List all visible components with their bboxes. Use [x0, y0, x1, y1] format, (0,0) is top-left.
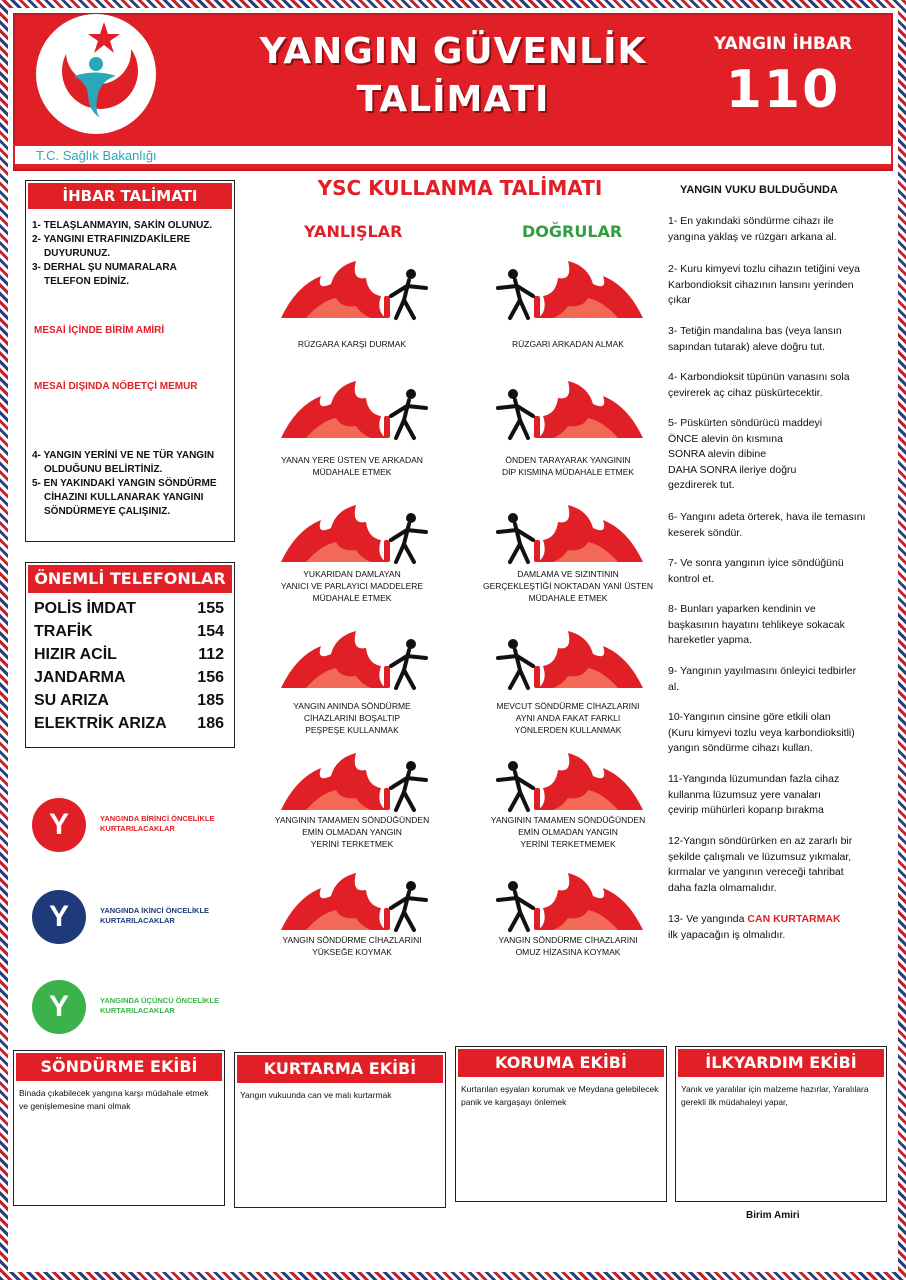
vuku-item: 12-Yangın söndürürken en az zararlı bir şekilde çalışmalı ve lüzumsuz yıkmalar, kırmalar ve yangının vereceği tahribat daha fazla olmamalıdır. [668, 835, 853, 894]
phone-number: 185 [197, 692, 224, 709]
wrong-illustration-icon [276, 500, 436, 570]
priority-item [32, 980, 252, 1036]
priority-circle: Y [32, 890, 86, 944]
phone-name: JANDARMA [34, 669, 126, 686]
wrong-illustration-icon [276, 868, 436, 938]
right-caption [468, 814, 668, 850]
vuku-item: 3- Tetiğin mandalına bas (veya lansın sapından tutarak) aleve doğru tut. [668, 325, 842, 353]
caption-line: CİHAZLARINI BOŞALTIP [303, 713, 401, 723]
caption-line: ÖNDEN TARAYARAK YANGININ [505, 455, 631, 465]
right-heading: DOĞRULAR [522, 222, 623, 241]
priority-item [32, 890, 252, 946]
phone-list [26, 597, 234, 735]
phone-row [26, 689, 234, 712]
caption-line: YANGININ TAMAMEN SÖNDÜĞÜNDEN [274, 815, 430, 825]
wrong-caption [252, 568, 452, 604]
priority-label [100, 906, 209, 926]
team-description: Yangın vukuunda can ve malı kurtarmak [240, 1090, 392, 1100]
ihbar-step: DUYURUNUZ. [44, 248, 111, 259]
wrong-illustration-icon [276, 626, 436, 696]
team-description: Binada çıkabilecek yangına karşı müdahale etmek ve genişlemesine mani olmak [19, 1088, 209, 1111]
vuku-item-13-highlight: CAN KURTARMAK [747, 913, 841, 925]
team-description: Kurtarılan eşyaları korumak ve Meydana gelebilecek panik ve kargaşayı önlemek [461, 1084, 659, 1107]
phones-heading: ÖNEMLİ TELEFONLAR [28, 565, 232, 593]
caption-line: YUKARIDAN DAMLAYAN [303, 569, 401, 579]
priority-label [100, 996, 219, 1016]
caption-line: EMİN OLMADAN YANGIN [518, 827, 618, 837]
right-illustration-icon [488, 376, 648, 446]
mesai-disi-note: MESAİ DIŞINDA NÖBETÇİ MEMUR [34, 381, 198, 392]
caption-line: YÖNLERDEN KULLANMAK [514, 725, 622, 735]
ihbar-heading: İHBAR TALİMATI [28, 183, 232, 209]
vuku-item: 2- Kuru kimyevi tozlu cihazın tetiğini veya Karbondioksit cihazının lansını yerinden çıkar [668, 263, 860, 306]
priority-line: YANGINDA BİRİNCİ ÖNCELİKLE [100, 814, 215, 823]
caption-line: RÜZGARA KARŞI DURMAK [297, 339, 407, 349]
priority-line: YANGINDA İKİNCİ ÖNCELİKLE [100, 906, 210, 915]
priority-item [32, 798, 252, 854]
team-box [455, 1046, 667, 1202]
right-caption [468, 568, 668, 604]
vuku-item: 6- Yangını adeta örterek, hava ile temasını keserek söndür. [668, 511, 866, 539]
signature-label: Birim Amiri [746, 1210, 800, 1221]
phone-name: SU ARIZA [34, 692, 109, 709]
priority-line: KURTARILACAKLAR [100, 824, 175, 833]
phone-row [26, 620, 234, 643]
vuku-item: 4- Karbondioksit tüpünün vanasını sola çevirerek aç cihaz püskürtecektir. [668, 371, 850, 399]
ihbar-step: OLDUĞUNU BELİRTİNİZ. [44, 464, 163, 475]
phone-name: ELEKTRİK ARIZA [34, 715, 167, 732]
team-heading: KORUMA EKİBİ [458, 1049, 664, 1077]
vuku-item: 9- Yangının yayılmasını önleyici tedbirler al. [668, 665, 857, 693]
caption-line: YERİNİ TERKETMEMEK [520, 839, 616, 849]
caption-line: MÜDAHALE ETMEK [312, 467, 392, 477]
right-illustration-icon [488, 868, 648, 938]
phone-number: 186 [197, 715, 224, 732]
team-description: Yanık ve yaralılar için malzeme hazırlar, Yaralılara gerekli ilk müdahaleyi yapar, [681, 1084, 869, 1107]
caption-line: AYNI ANDA FAKAT FARKLI [515, 713, 621, 723]
caption-line: YERİNİ TERKETMEK [310, 839, 394, 849]
vuku-item: 1- En yakındaki söndürme cihazı ile yangına yaklaş ve rüzgarı arkana al. [668, 215, 837, 243]
wrong-illustration-icon [276, 748, 436, 818]
wrong-caption [252, 934, 452, 958]
caption-line: EMİN OLMADAN YANGIN [302, 827, 402, 837]
right-caption [468, 338, 668, 350]
ihbar-step: 3- DERHAL ŞU NUMARALARA [32, 262, 177, 273]
vuku-item: 5- Püskürten söndürücü maddeyi ÖNCE alevin ön kısmına SONRA alevin dibine DAHA SONRA ileriye doğru gezdirerek tut. [668, 417, 823, 491]
ihbar-step: TELEFON EDİNİZ. [44, 276, 129, 287]
ihbar-number: 110 [725, 60, 841, 120]
ihbar-step: 4- YANGIN YERİNİ VE NE TÜR YANGIN [32, 450, 215, 461]
caption-line: DAMLAMA VE SIZINTININ [517, 569, 619, 579]
priority-line: KURTARILACAKLAR [100, 1006, 175, 1015]
caption-line: DİP KISMINA MÜDAHALE ETMEK [501, 467, 635, 477]
phone-name: HIZIR ACİL [34, 646, 117, 663]
ihbar-label: YANGIN İHBAR [713, 34, 853, 54]
ihbar-step: SÖNDÜRMEYE ÇALIŞINIZ. [44, 506, 171, 517]
ihbar-steps-4-5 [26, 449, 222, 519]
caption-line: MEVCUT SÖNDÜRME CİHAZLARINI [496, 701, 640, 711]
caption-line: PEŞPEŞE KULLANMAK [305, 725, 399, 735]
right-illustration-icon [488, 748, 648, 818]
mesai-ici-note: MESAİ İÇİNDE BİRİM AMİRİ [34, 325, 165, 336]
title-line-2: TALİMATI [356, 79, 550, 120]
ysc-title: YSC KULLANMA TALİMATI [317, 176, 603, 200]
priority-line: YANGINDA ÜÇÜNCÜ ÖNCELİKLE [100, 996, 220, 1005]
caption-line: YANICI VE PARLAYICI MADDELERE [280, 581, 424, 591]
ihbar-step: 1- TELAŞLANMAYIN, SAKİN OLUNUZ. [32, 220, 213, 231]
poster [8, 8, 898, 1272]
phone-row [26, 712, 234, 735]
vuku-title: YANGIN VUKU BULDUĞUNDA [680, 184, 838, 196]
vuku-item: 10-Yangının cinsine göre etkili olan (Kuru kimyevi tozlu veya karbondioksitli) yangın söndürme cihazı kullan. [668, 711, 855, 754]
priority-circle: Y [32, 980, 86, 1034]
priority-line: KURTARILACAKLAR [100, 916, 175, 925]
vuku-item: 8- Bunları yaparken kendinin ve başkasının hayatını tehlikeye sokacak hareketler yapma. [668, 603, 845, 646]
ministry-name: T.C. Sağlık Bakanlığı [36, 148, 157, 163]
caption-line: YANGIN SÖNDÜRME CİHAZLARINI [498, 935, 638, 945]
wrong-caption [252, 700, 452, 736]
right-illustration-icon [488, 256, 648, 326]
ihbar-step: 5- EN YAKINDAKİ YANGIN SÖNDÜRME [32, 478, 217, 489]
ihbar-box [25, 180, 235, 542]
caption-line: YANGIN SÖNDÜRME CİHAZLARINI [282, 935, 422, 945]
team-heading: SÖNDÜRME EKİBİ [16, 1053, 222, 1081]
phone-number: 155 [197, 600, 224, 617]
wrong-caption [252, 338, 452, 350]
team-box [234, 1052, 446, 1208]
caption-line: YÜKSEĞE KOYMAK [312, 947, 392, 957]
priority-circle: Y [32, 798, 86, 852]
caption-line: RÜZGARI ARKADAN ALMAK [512, 339, 624, 349]
team-box [675, 1046, 887, 1202]
wrong-heading: YANLIŞLAR [304, 222, 403, 241]
ministry-logo-icon [36, 14, 156, 134]
phone-number: 112 [198, 646, 224, 663]
caption-line: YANAN YERE ÜSTEN VE ARKADAN [281, 455, 423, 465]
caption-line: MÜDAHALE ETMEK [312, 593, 392, 603]
phones-box [25, 562, 235, 748]
team-box [13, 1050, 225, 1206]
right-caption [468, 454, 668, 478]
vuku-item: 11-Yangında lüzumundan fazla cihaz kullanma lüzumsuz yere vanaları çevirip mühürleri koparıp bırakma [668, 773, 840, 816]
ihbar-step: CİHAZINI KULLANARAK YANGINI [44, 492, 204, 503]
phone-row [26, 643, 234, 666]
wrong-illustration-icon [276, 376, 436, 446]
priority-label [100, 814, 214, 834]
vuku-item: 7- Ve sonra yangının iyice söndüğünü kontrol et. [668, 557, 844, 585]
right-illustration-icon [488, 500, 648, 570]
wrong-illustration-icon [276, 256, 436, 326]
phone-name: POLİS İMDAT [34, 600, 136, 617]
right-illustration-icon [488, 626, 648, 696]
team-heading: KURTARMA EKİBİ [237, 1055, 443, 1083]
phone-number: 154 [197, 623, 224, 640]
vuku-item-13-post: ilk yapacağın iş olmalıdır. [668, 928, 786, 941]
phone-row [26, 597, 234, 620]
team-heading: İLKYARDIM EKİBİ [678, 1049, 884, 1077]
caption-line: YANGININ TAMAMEN SÖNDÜĞÜNDEN [490, 815, 646, 825]
right-caption [468, 700, 668, 736]
phone-name: TRAFİK [34, 623, 93, 640]
right-caption [468, 934, 668, 958]
phone-number: 156 [197, 669, 224, 686]
ihbar-step: 2- YANGINI ETRAFINIZDAKİLERE [32, 234, 191, 245]
title-line-1: YANGIN GÜVENLİK [259, 31, 647, 72]
ihbar-steps-1-3 [26, 219, 234, 289]
wrong-caption [252, 454, 452, 478]
caption-line: OMUZ HİZASINA KOYMAK [515, 947, 621, 957]
vuku-item-13-pre: 13- Ve yangında [668, 913, 748, 925]
wrong-caption [252, 814, 452, 850]
caption-line: YANGIN ANINDA SÖNDÜRME [293, 701, 411, 711]
caption-line: GERÇEKLEŞTİĞİ NOKTADAN YANİ ÜSTEN [482, 581, 654, 591]
caption-line: MÜDAHALE ETMEK [528, 593, 608, 603]
page-title [218, 28, 688, 124]
phone-row [26, 666, 234, 689]
vuku-item-13 [668, 912, 896, 943]
